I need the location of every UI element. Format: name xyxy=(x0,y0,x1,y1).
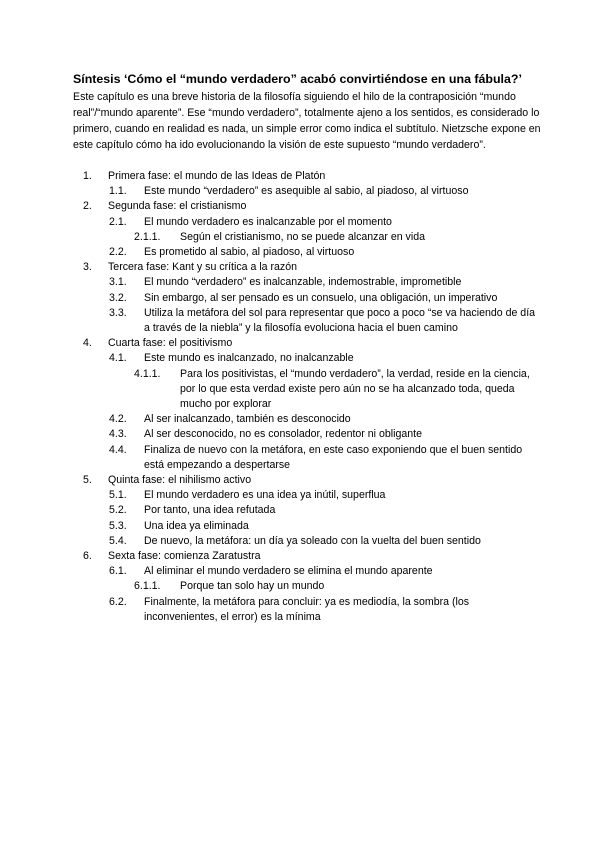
outline-item-text: El mundo “verdadero” es inalcanzable, indemostrable, imprometible xyxy=(144,276,462,289)
outline-item-number: 4.2. xyxy=(109,413,127,426)
outline-item-level-2 xyxy=(73,215,543,230)
outline-item-level-1 xyxy=(73,260,543,275)
outline-item-text: Finalmente, la metáfora para concluir: ya es mediodía, la sombra (los inconvenientes, el error) es la mínima xyxy=(144,595,470,623)
outline-item-number: 4.4. xyxy=(109,443,127,456)
outline-item-level-3 xyxy=(73,230,543,245)
outline-item-level-2 xyxy=(73,534,543,549)
outline-item-level-2 xyxy=(73,427,543,442)
outline-item-text: Al ser inalcanzado, también es desconocido xyxy=(144,413,351,426)
outline-item-number: 6.2. xyxy=(109,595,127,608)
outline-item-text: Utiliza la metáfora del sol para representar que poco a poco “se va haciendo de día a través de la niebla” y la filosofía evoluciona hacia el buen camino xyxy=(144,306,536,335)
outline-item-number: 6. xyxy=(83,550,92,563)
outline-item-level-2 xyxy=(73,443,543,473)
outline-item-number: 2.2. xyxy=(109,246,127,259)
outline-item-number: 5.3. xyxy=(109,519,127,532)
outline-item-level-2 xyxy=(73,184,543,199)
outline-item-text: Porque tan solo hay un mundo xyxy=(180,580,325,593)
outline-item-number: 2. xyxy=(83,200,92,213)
outline-item-text: Este mundo “verdadero” es asequible al sabio, al piadoso, al virtuoso xyxy=(144,185,469,198)
outline-item-level-2 xyxy=(73,291,543,306)
outline-item-text: Finaliza de nuevo con la metáfora, en este caso exponiendo que el buen sentido está empezando a despertarse xyxy=(144,443,523,471)
outline-item-level-1 xyxy=(73,199,543,214)
outline-item-text: Tercera fase: Kant y su crítica a la razón xyxy=(108,261,298,274)
outline-item-number: 1.1. xyxy=(109,185,127,198)
outline-item-level-2 xyxy=(73,564,543,579)
outline-item-number: 3.1. xyxy=(109,276,127,289)
document-page xyxy=(73,72,543,625)
outline-item-level-2 xyxy=(73,595,543,625)
outline-item-text: Por tanto, una idea refutada xyxy=(144,504,276,517)
outline-item-level-3 xyxy=(73,367,543,413)
outline-list xyxy=(73,169,543,625)
outline-item-text: De nuevo, la metáfora: un día ya soleado con la vuelta del buen sentido xyxy=(144,534,481,547)
outline-item-level-3 xyxy=(73,579,543,594)
outline-item-level-2 xyxy=(73,503,543,518)
outline-item-level-2 xyxy=(73,351,543,366)
outline-item-level-2 xyxy=(73,519,543,534)
outline-item-text: Primera fase: el mundo de las Ideas de Platón xyxy=(108,170,326,182)
outline-item-text: Sin embargo, al ser pensado es un consuelo, una obligación, un imperativo xyxy=(144,291,498,304)
outline-item-number: 4.3. xyxy=(109,428,127,441)
outline-item-number: 5.2. xyxy=(109,504,127,517)
outline-item-number: 4.1.1. xyxy=(134,367,161,380)
outline-item-text: El mundo verdadero es inalcanzable por el momento xyxy=(144,215,392,228)
document-title: Síntesis ‘Cómo el “mundo verdadero” acabó convirtiéndose en una fábula?’ xyxy=(73,72,522,86)
outline-item-text: Para los positivistas, el “mundo verdadero”, la verdad, reside en la ciencia, por lo que esta verdad existe pero aún no se ha alcanzado toda, queda mucho por explorar xyxy=(180,367,530,411)
outline-item-text: Cuarta fase: el positivismo xyxy=(108,337,233,350)
outline-item-number: 2.1.1. xyxy=(134,230,161,243)
outline-item-number: 4.1. xyxy=(109,352,127,365)
outline-item-number: 5. xyxy=(83,474,92,487)
outline-item-text: Sexta fase: comienza Zaratustra xyxy=(108,550,261,563)
outline-item-number: 5.4. xyxy=(109,534,127,547)
outline-item-number: 3.2. xyxy=(109,291,127,304)
outline-item-text: Segunda fase: el cristianismo xyxy=(108,200,247,213)
outline-item-number: 5.1. xyxy=(109,489,127,502)
outline-item-text: Este mundo es inalcanzado, no inalcanzable xyxy=(144,352,354,365)
outline-item-number: 1. xyxy=(83,170,92,182)
outline-item-text: Quinta fase: el nihilismo activo xyxy=(108,474,252,487)
outline-item-level-1 xyxy=(73,336,543,351)
outline-item-level-2 xyxy=(73,245,543,260)
outline-item-number: 6.1.1. xyxy=(134,580,161,593)
outline-item-text: El mundo verdadero es una idea ya inútil, superflua xyxy=(144,489,386,502)
outline-item-level-1 xyxy=(73,169,543,184)
outline-item-text: Según el cristianismo, no se puede alcanzar en vida xyxy=(180,230,425,243)
outline-item-level-2 xyxy=(73,275,543,290)
outline-item-level-2 xyxy=(73,488,543,503)
outline-item-number: 3.3. xyxy=(109,306,127,319)
intro-paragraph: Este capítulo es una breve historia de la filosofía siguiendo el hilo de la contraposición “mundo real”/“mundo aparente”. Ese “mundo verdadero”, totalmente ajeno a los sentidos, es considerado lo primero, cuando en realidad es nada, un simple error como indica el subtítulo. Nietzsche expone en este capítulo cómo ha ido evolucionando la visión de este supuesto “mundo verdadero”. xyxy=(73,91,541,151)
outline-item-number: 3. xyxy=(83,261,92,274)
outline-item-text: Al eliminar el mundo verdadero se elimina el mundo aparente xyxy=(144,565,433,578)
outline-item-level-1 xyxy=(73,549,543,564)
outline-item-level-2 xyxy=(73,306,543,336)
outline-item-level-1 xyxy=(73,473,543,488)
outline-item-text: Una idea ya eliminada xyxy=(144,519,249,532)
outline-item-number: 6.1. xyxy=(109,565,127,578)
outline-item-number: 2.1. xyxy=(109,215,127,228)
outline-item-level-2 xyxy=(73,412,543,427)
outline-item-text: Es prometido al sabio, al piadoso, al virtuoso xyxy=(144,246,355,259)
outline-item-number: 4. xyxy=(83,337,92,350)
outline-item-text: Al ser desconocido, no es consolador, redentor ni obligante xyxy=(144,428,422,441)
